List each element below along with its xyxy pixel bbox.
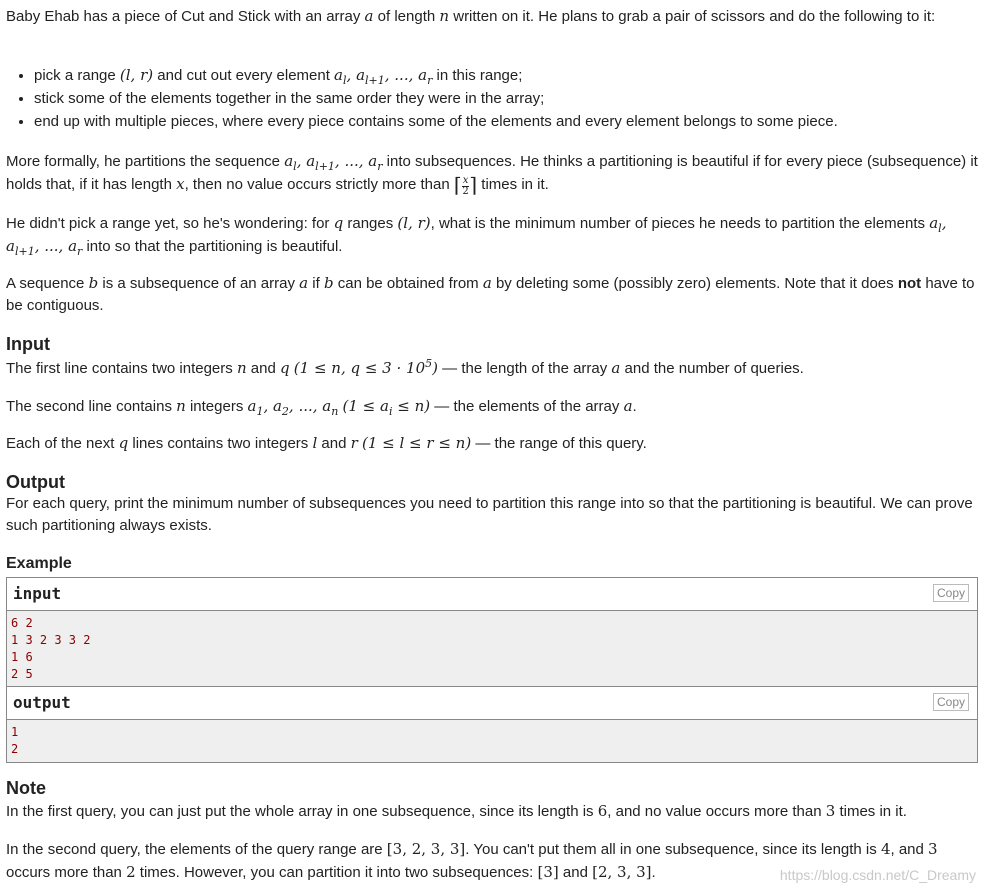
formal-paragraph	[6, 150, 978, 197]
text: pick a range	[34, 67, 120, 84]
note-paragraph-2: In the second query, the elements of the query range are [3, 2, 3, 3]. You can't put them all in one subsequence, since its length is 4, and 3 occurs more than 2 times. However, you can partition it into two subsequences: [3] and [2, 3, 3].	[6, 840, 938, 881]
input-line: 1 6	[11, 650, 33, 664]
math-constraint: (1 ≤ n, $q \le 3 \cdot 10^5$)	[293, 357, 438, 377]
output-line: 2	[11, 742, 19, 756]
text: is a subsequence of an array	[98, 275, 300, 292]
text: , what is the minimum number of pieces he needs to partition the elements	[430, 215, 930, 232]
input-line: 6 2	[11, 616, 33, 630]
copy-input-button[interactable]: Copy	[933, 584, 969, 602]
text: of length	[373, 8, 440, 25]
definition-paragraph	[6, 272, 978, 317]
watermark: https://blog.csdn.net/C_Dreamy	[779, 867, 976, 883]
text: if	[308, 275, 324, 292]
example-output-header	[7, 687, 977, 720]
input-heading: Input	[6, 334, 50, 354]
math-subseq: $a_l$, $a_{l+1}$, ..., $a_r$	[284, 152, 383, 173]
list-item	[34, 87, 978, 110]
text: times in it.	[477, 176, 549, 193]
math-q: q	[333, 214, 344, 232]
text: have to be contiguous.	[6, 275, 975, 314]
input-line: 2 5	[11, 667, 33, 681]
text: More formally, he partitions the sequence	[6, 153, 285, 170]
text: into subsequences. He thinks a partitioning is beautiful if for every piece (subsequence) it holds that, if it has length	[6, 153, 978, 193]
input-label: input	[13, 584, 62, 603]
math-b: b	[88, 274, 99, 292]
text: , then no value occurs strictly more than	[184, 176, 454, 193]
text: into so that the partitioning is beautiful.	[82, 238, 343, 255]
example-input-content	[7, 611, 977, 687]
math-range: (l, r)	[119, 66, 154, 84]
math-constraint: (1 ≤ l ≤ r ≤ n)	[361, 434, 472, 452]
intro-paragraph	[6, 5, 978, 28]
text: can be obtained from	[333, 275, 483, 292]
text: in this range;	[432, 67, 523, 84]
example-input-header	[7, 578, 977, 611]
text: ranges	[343, 215, 398, 232]
example-input-box	[6, 577, 978, 688]
text: by deleting some (possibly zero) elements. Note that it does	[491, 275, 898, 292]
ceil-fraction: ⌈ $\frac{x}{2}$ ⌉	[453, 172, 478, 197]
math-a: a	[364, 7, 374, 25]
math-subseq: $a_l$, $a_{l+1}$, ..., $a_r$	[334, 66, 433, 87]
note-paragraph-1: In the first query, you can just put the whole array in one subsequence, since its length is 6, and no value occurs more than 3 times in it.	[6, 802, 907, 820]
question-paragraph	[6, 212, 978, 258]
list-item	[34, 110, 978, 133]
steps-list	[6, 64, 978, 133]
math-x: x	[176, 175, 185, 193]
input-line-3: Each of the next q lines contains two integers l and r (1 ≤ l ≤ r ≤ n) — the range of this query.	[6, 434, 647, 452]
copy-output-button[interactable]: Copy	[933, 693, 969, 711]
example-output-content	[7, 720, 977, 762]
output-heading: Output	[6, 472, 65, 492]
math-n: n	[439, 7, 450, 25]
text: written on it. He plans to grab a pair of scissors and do the following to it:	[449, 8, 936, 25]
example-heading: Example	[6, 555, 72, 572]
text: stick some of the elements together in the same order they were in the array;	[34, 90, 545, 107]
emphasis-text: not	[897, 275, 922, 292]
text: Baby Ehab has a piece of Cut and Stick with an array	[6, 8, 365, 25]
math-a: a	[482, 274, 492, 292]
math-b: b	[323, 274, 334, 292]
output-text: For each query, print the minimum number of subsequences you need to partition this range into so that the partitioning is beautiful. We can prove such partitioning always exists.	[6, 495, 973, 534]
math-constraint: $(1 \le a_i \le n)$	[342, 397, 431, 418]
output-label: output	[13, 693, 71, 712]
math-range: (l, r)	[397, 214, 431, 232]
text: A sequence	[6, 275, 89, 292]
math-subseq: $a_l$, $a_{l+1}$, ..., $a_r$	[6, 214, 947, 258]
input-line: 1 3 2 3 3 2	[11, 633, 91, 647]
list-item	[34, 64, 978, 87]
text: He didn't pick a range yet, so he's wondering: for	[6, 215, 334, 232]
math-array: $a_1$, $a_2$, ..., $a_n$	[247, 397, 339, 418]
note-heading: Note	[6, 778, 46, 798]
output-line: 1	[11, 725, 19, 739]
math-a: a	[299, 274, 309, 292]
example-output-box	[6, 686, 978, 763]
text: and cut out every element	[153, 67, 335, 84]
input-line-1: The first line contains two integers n and q (1 ≤ n, $q \le 3 \cdot 10^5$) — the length of the array a and the number of queries.	[6, 357, 804, 377]
input-line-2: The second line contains n integers $a_1$, $a_2$, ..., $a_n$ $(1 \le a_i \le n)$ — the elements of the array a.	[6, 397, 637, 418]
text: end up with multiple pieces, where every piece contains some of the elements and every element belongs to some piece.	[34, 113, 838, 130]
